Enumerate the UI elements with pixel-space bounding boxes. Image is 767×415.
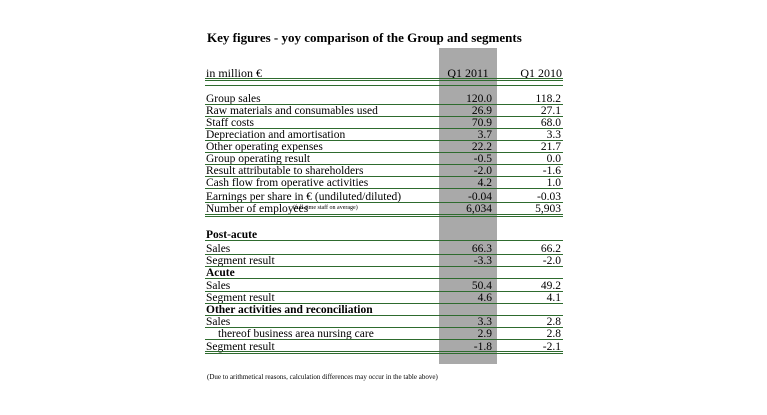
value-q1-2010: -0.03 [537, 191, 561, 203]
value-q1-2011: 3.7 [477, 129, 492, 141]
row-label: Sales [206, 243, 231, 255]
value-q1-2011: 3.3 [477, 316, 492, 328]
footnote: (Due to arithmetical reasons, calculation differences may occur in the table above) [207, 373, 438, 381]
row-label: Group operating result [206, 153, 311, 165]
section-label-other-activities: Other activities and reconciliation [206, 304, 373, 316]
group-section-rule [205, 214, 563, 217]
value-q1-2010: 21.7 [540, 141, 561, 153]
value-q1-2010: 118.2 [535, 93, 561, 105]
value-q1-2010: 66.2 [540, 243, 561, 255]
unit-label: in million € [206, 66, 263, 80]
value-q1-2010: -1.6 [542, 165, 561, 177]
row-label: Number of employees [206, 203, 309, 215]
employees-note: (full-time staff on average) [293, 205, 358, 211]
value-q1-2010: 4.1 [546, 292, 561, 304]
value-q1-2011: -1.8 [473, 341, 492, 353]
value-q1-2010: -2.0 [542, 255, 561, 267]
row-label: Group sales [206, 93, 261, 105]
row-label: Sales [206, 280, 231, 292]
column-header-q1-2010: Q1 2010 [520, 66, 562, 80]
row-label: Result attributable to shareholders [206, 165, 364, 177]
row-rule [205, 339, 563, 340]
value-q1-2011: 4.2 [477, 177, 492, 189]
column-header-q1-2011: Q1 2011 [447, 66, 489, 80]
row-label: Staff costs [206, 117, 255, 129]
row-label: Cash flow from operative activities [206, 177, 369, 189]
value-q1-2011: 2.9 [477, 328, 492, 340]
section-label-post-acute: Post-acute [206, 229, 258, 241]
row-rule [205, 188, 563, 189]
row-label: Earnings per share in € (undiluted/diluted) [206, 191, 402, 203]
value-q1-2011: 22.2 [471, 141, 492, 153]
value-q1-2010: 2.8 [546, 316, 561, 328]
row-label: Depreciation and amortisation [206, 129, 346, 141]
section-label-acute: Acute [206, 267, 235, 279]
value-q1-2011: 6,034 [466, 203, 492, 215]
header-rule [205, 78, 563, 81]
value-q1-2011: 4.6 [477, 292, 492, 304]
header-rule-lower [205, 85, 563, 86]
value-q1-2011: -0.04 [468, 191, 492, 203]
value-q1-2010: 27.1 [540, 105, 561, 117]
row-label: Raw materials and consumables used [206, 105, 378, 117]
value-q1-2010: 49.2 [540, 280, 561, 292]
value-q1-2010: 68.0 [540, 117, 561, 129]
row-label: Segment result [206, 341, 275, 353]
table-title: Key figures - yoy comparison of the Group and segments [207, 30, 522, 45]
table-bottom-rule [205, 351, 563, 354]
value-q1-2010: 3.3 [546, 129, 561, 141]
value-q1-2010: -2.1 [542, 341, 561, 353]
value-q1-2011: 66.3 [471, 243, 492, 255]
row-label: Segment result [206, 292, 275, 304]
value-q1-2011: -0.5 [473, 153, 492, 165]
value-q1-2011: 70.9 [471, 117, 492, 129]
value-q1-2011: -2.0 [473, 165, 492, 177]
value-q1-2011: -3.3 [473, 255, 492, 267]
row-label: Sales [206, 316, 231, 328]
value-q1-2010: 2.8 [546, 328, 561, 340]
value-q1-2011: 120.0 [466, 93, 492, 105]
row-label: Other operating expenses [206, 141, 323, 153]
value-q1-2010: 1.0 [546, 177, 561, 189]
value-q1-2011: 26.9 [471, 105, 492, 117]
row-rule [205, 240, 563, 241]
value-q1-2010: 5,903 [535, 203, 561, 215]
row-label: thereof business area nursing care [218, 328, 374, 340]
value-q1-2010: 0.0 [546, 153, 561, 165]
value-q1-2011: 50.4 [471, 280, 492, 292]
row-rule [205, 278, 563, 279]
row-label: Segment result [206, 255, 275, 267]
